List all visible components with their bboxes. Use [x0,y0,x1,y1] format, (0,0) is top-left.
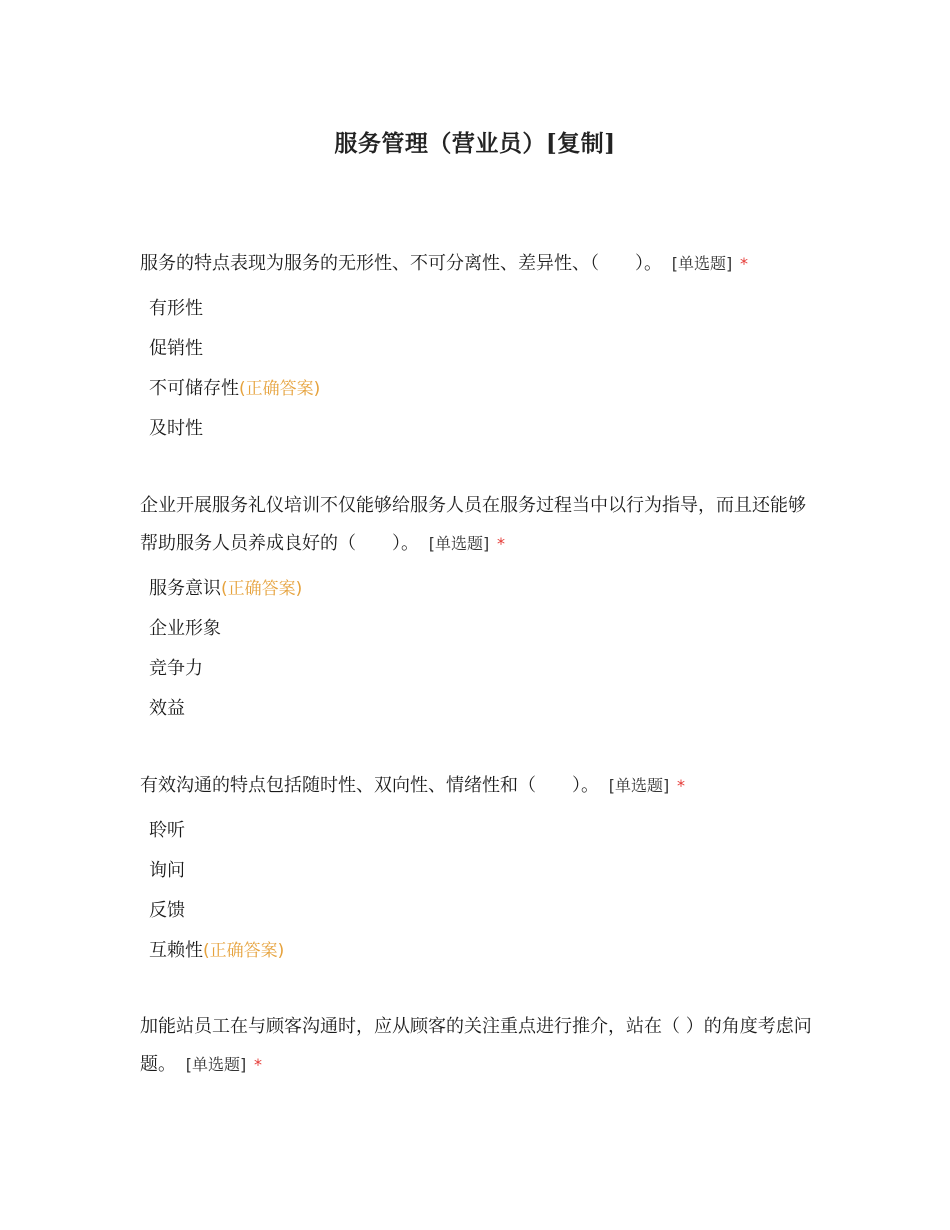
option-label: 不可储存性 [149,378,239,399]
option-item[interactable] [140,609,820,649]
option-item[interactable] [140,569,820,609]
option-item[interactable] [140,649,820,689]
question-text [140,767,820,805]
required-mark: * [739,254,748,273]
question-type-label: [单选题] [185,1055,247,1074]
question-stem: 服务的特点表现为服务的无形性、不可分离性、差异性、（ ）。 [140,253,662,274]
question-text [140,1008,820,1084]
title-main: 服务管理（营业员） [334,130,546,158]
required-mark: * [496,534,505,553]
correct-answer-tag: (正确答案) [239,379,321,399]
required-mark: * [253,1055,262,1074]
question-type-label: [单选题] [608,776,670,795]
correct-answer-tag: (正确答案) [221,579,303,599]
option-item[interactable] [140,409,820,449]
option-label: 竞争力 [149,658,203,679]
option-label: 询问 [149,860,185,881]
correct-answer-tag: (正确答案) [203,941,285,961]
option-label: 有形性 [149,298,203,319]
option-item[interactable] [140,811,820,851]
option-item[interactable] [140,891,820,931]
option-item[interactable] [140,369,820,409]
required-mark: * [676,776,685,795]
question-2 [140,487,820,729]
question-stem: 有效沟通的特点包括随时性、双向性、情绪性和（ ）。 [140,775,599,796]
option-item[interactable] [140,289,820,329]
option-list [140,811,820,971]
question-stem: 加能站员工在与顾客沟通时，应从顾客的关注重点进行推介，站在（ ）的角度考虑问题。 [140,1016,812,1075]
option-label: 互赖性 [149,940,203,961]
option-label: 企业形象 [149,618,221,639]
page-title [0,125,950,158]
option-item[interactable] [140,689,820,729]
question-1 [140,245,820,449]
question-3 [140,767,820,971]
option-list [140,569,820,729]
option-label: 及时性 [149,418,203,439]
option-label: 聆听 [149,820,185,841]
question-text [140,245,820,283]
option-label: 反馈 [149,900,185,921]
option-label: 效益 [149,698,185,719]
question-type-label: [单选题] [428,534,490,553]
title-copy-tag: [复制] [545,130,616,158]
option-item[interactable] [140,851,820,891]
option-label: 促销性 [149,338,203,359]
option-item[interactable] [140,931,820,971]
question-4 [140,1008,820,1084]
option-list [140,289,820,449]
question-text [140,487,820,563]
option-item[interactable] [140,329,820,369]
option-label: 服务意识 [149,578,221,599]
question-type-label: [单选题] [671,254,733,273]
question-stem: 企业开展服务礼仪培训不仅能够给服务人员在服务过程当中以行为指导，而且还能够帮助服务人员养成良好的（ ）。 [140,495,806,554]
